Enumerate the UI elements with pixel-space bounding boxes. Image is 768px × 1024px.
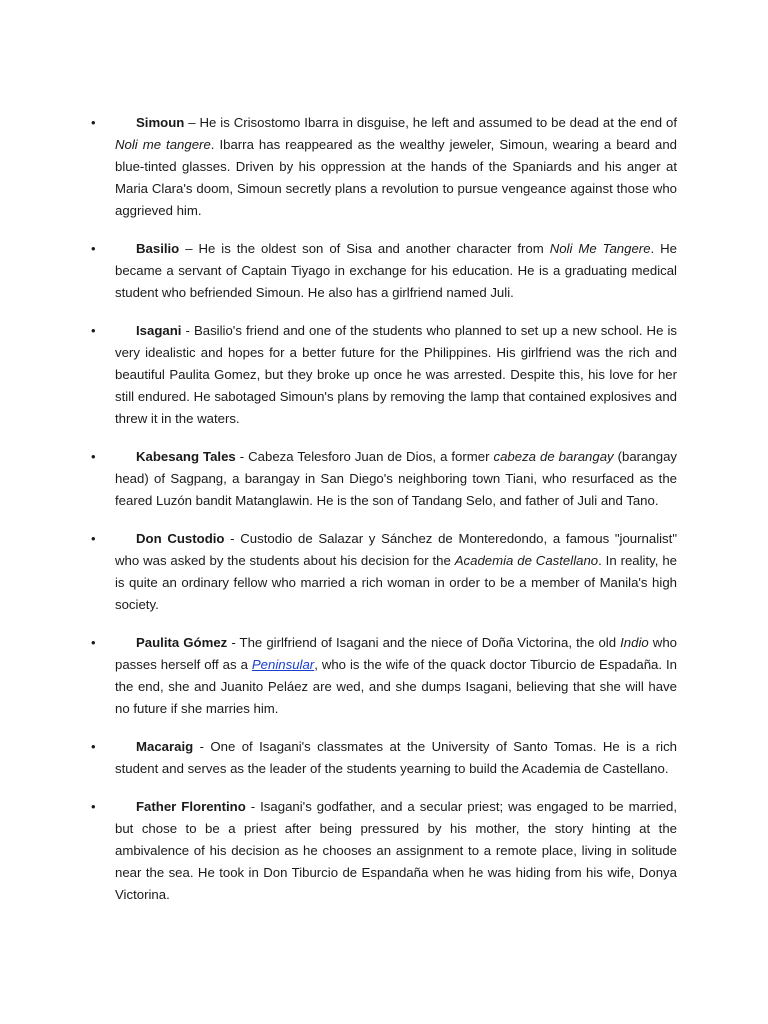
character-name: Isagani xyxy=(136,323,182,338)
bullet-icon: • xyxy=(91,531,96,546)
list-item xyxy=(0,320,768,430)
list-item xyxy=(0,112,768,222)
italic-text: Indio xyxy=(620,635,649,650)
description-text: (barangay head) of Sagpang, a barangay in San Diego's neighboring town Tiani, who resurfaced as the feared Luzón bandit Matanglawin. He is the son of Tandang Selo, and father of Juli and Tano. xyxy=(115,449,678,508)
bullet-icon: • xyxy=(91,241,96,256)
description-text: – He is the oldest son of Sisa and another character from xyxy=(179,241,550,256)
character-name: Father Florentino xyxy=(136,799,246,814)
character-name: Don Custodio xyxy=(136,531,225,546)
character-list xyxy=(0,112,768,922)
description-text: - Basilio's friend and one of the students who planned to set up a new school. He is very idealistic and hopes for a better future for the Philippines. His girlfriend was the rich and beautiful Paulita Gomez, but they broke up once he was arrested. Despite this, his love for her still endured. He sabotaged Simoun's plans by removing the lamp that contained explosives and threw it in the waters. xyxy=(115,323,677,426)
list-item xyxy=(0,632,768,720)
list-item xyxy=(0,238,768,304)
description-text: - Isagani's godfather, and a secular priest; was engaged to be married, but chose to be a priest after being pressured by his mother, the story hinting at the ambivalence of his decision as he chooses an assignment to a remote place, living in solitude near the sea. He took in Don Tiburcio de Espandaña when he was hiding from his wife, Donya Victorina. xyxy=(115,799,677,902)
description-text: . In reality, he is quite an ordinary fellow who married a rich woman in order to be a member of Manila's high society. xyxy=(115,553,677,612)
character-name: Simoun xyxy=(136,115,185,130)
description-text: – He is Crisostomo Ibarra in disguise, he left and assumed to be dead at the end of xyxy=(184,115,677,130)
character-name: Basilio xyxy=(136,241,180,256)
description-text: - The girlfriend of Isagani and the niece of Doña Victorina, the old xyxy=(227,635,621,650)
italic-text: Noli Me Tangere xyxy=(549,241,651,256)
description-text: who passes herself off as a xyxy=(115,635,677,672)
italic-text: Noli me tangere xyxy=(115,137,211,152)
list-item xyxy=(0,796,768,906)
description-text: , who is the wife of the quack doctor Tiburcio de Espadaña. In the end, she and Juanito Peláez are wed, and she dumps Isagani, believing that she will have no future if she marries him. xyxy=(115,657,677,716)
bullet-icon: • xyxy=(91,739,96,754)
description-text: - Cabeza Telesforo Juan de Dios, a former xyxy=(235,449,494,464)
character-name: Kabesang Tales xyxy=(136,449,236,464)
list-item xyxy=(0,446,768,512)
description-text: . He became a servant of Captain Tiyago in exchange for his education. He is a graduating medical student who befriended Simoun. He also has a girlfriend named Juli. xyxy=(115,241,677,300)
character-name: Paulita Gómez xyxy=(136,635,228,650)
description-text: . Ibarra has reappeared as the wealthy jeweler, Simoun, wearing a beard and blue-tinted glasses. Driven by his oppression at the hands of the Spaniards and his anger at Maria Clara's doom, Simoun secretly plans a revolution to pursue vengeance against those who aggrieved him. xyxy=(115,137,677,218)
bullet-icon: • xyxy=(91,799,96,814)
list-item xyxy=(0,736,768,780)
character-name: Macaraig xyxy=(136,739,194,754)
italic-text: cabeza de barangay xyxy=(493,449,614,464)
description-text: - One of Isagani's classmates at the University of Santo Tomas. He is a rich student and serves as the leader of the students yearning to build the Academia de Castellano. xyxy=(115,739,677,776)
bullet-icon: • xyxy=(91,115,96,130)
list-item xyxy=(0,528,768,616)
bullet-icon: • xyxy=(91,449,96,464)
bullet-icon: • xyxy=(91,323,96,338)
description-text: - Custodio de Salazar y Sánchez de Monteredondo, a famous "journalist" who was asked by the students about his decision for the xyxy=(115,531,677,568)
italic-text: Academia de Castellano xyxy=(454,553,599,568)
peninsular-link[interactable]: Peninsular xyxy=(251,657,315,672)
bullet-icon: • xyxy=(91,635,96,650)
